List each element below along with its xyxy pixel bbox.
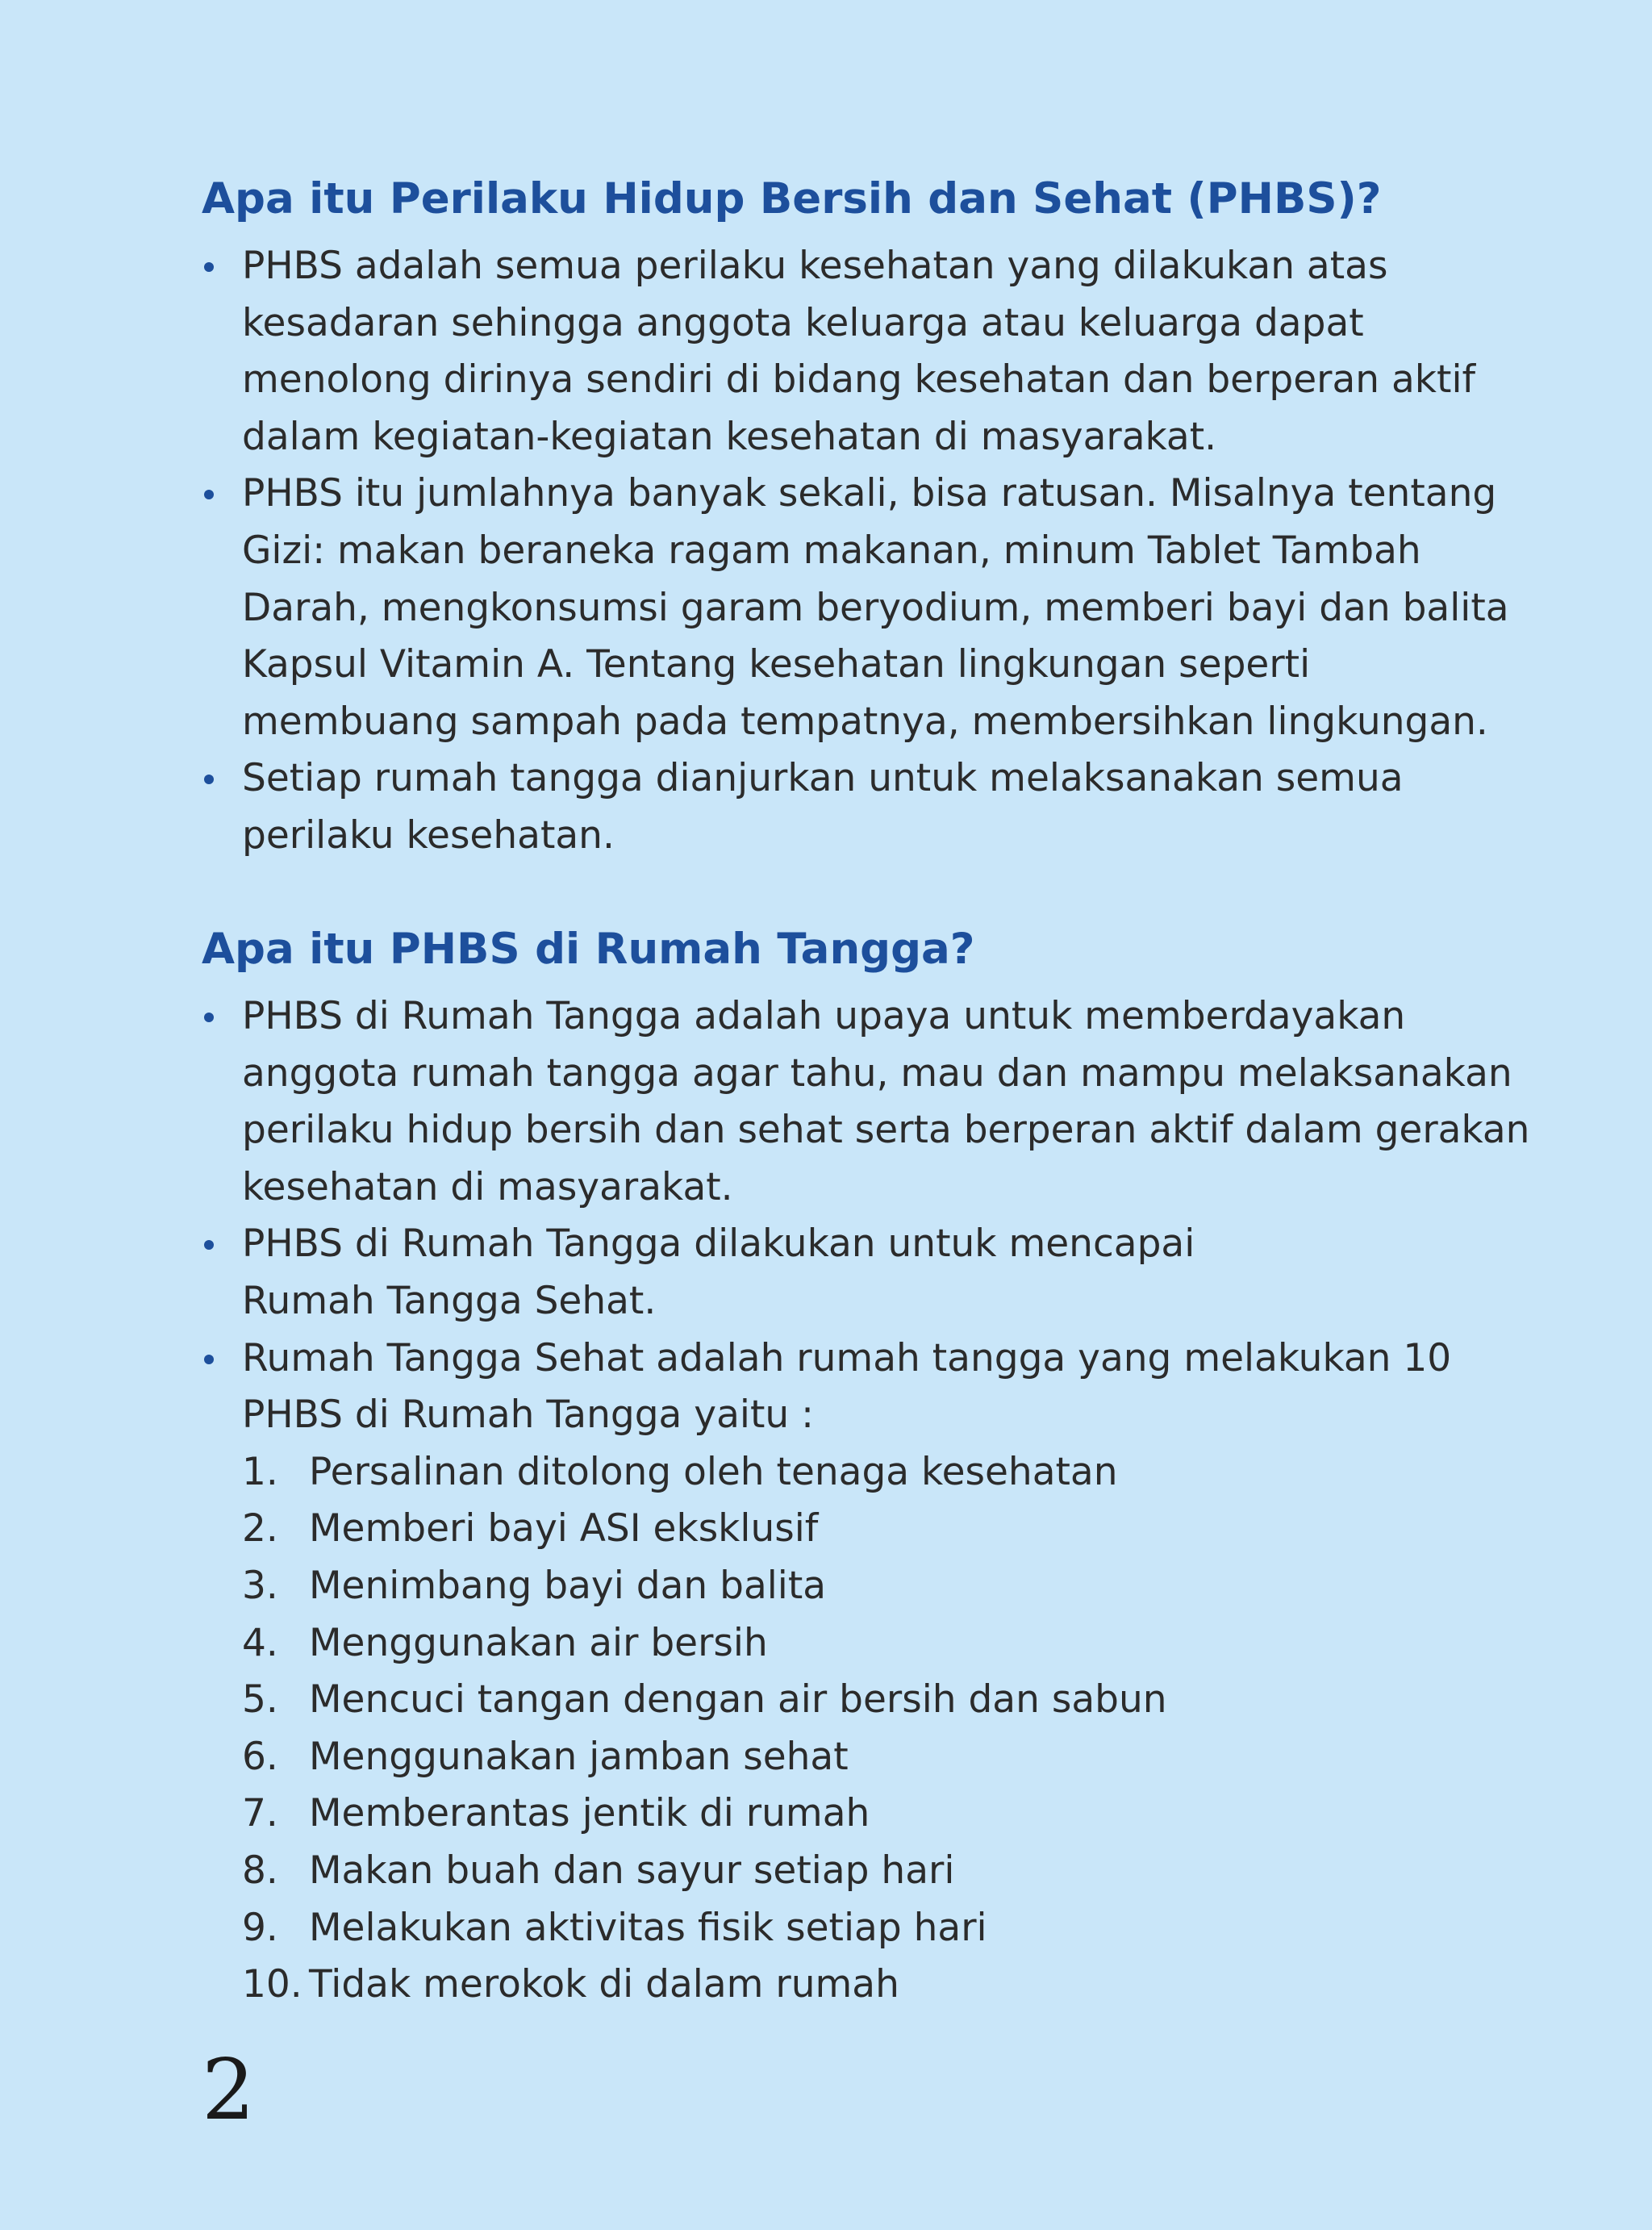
item-number: 2. [242, 1506, 278, 1551]
bullet-list [202, 238, 1509, 865]
bullet-dot-icon [204, 262, 214, 272]
bullet-item [202, 238, 1492, 466]
text-line: PHBS di Rumah Tangga adalah upaya untuk memberdayakan [242, 994, 1406, 1038]
text-line: kesehatan di masyarakat. [242, 1164, 733, 1209]
list-item [242, 1956, 1492, 2014]
item-text: Memberi bayi ASI eksklusif [309, 1506, 819, 1551]
list-item [242, 1785, 1492, 1843]
item-number: 3. [242, 1563, 278, 1608]
section-heading: Apa itu PHBS di Rumah Tangga? [202, 925, 975, 974]
text-line: anggota rumah tangga agar tahu, mau dan mampu melaksanakan [242, 1050, 1512, 1096]
text-line: Kapsul Vitamin A. Tentang kesehatan lingkungan seperti [242, 642, 1311, 687]
item-number: 5. [242, 1677, 278, 1723]
list-item [242, 1501, 1492, 1558]
item-number: 4. [242, 1620, 278, 1665]
text-line: Setiap rumah tangga dianjurkan untuk melaksanakan semua [242, 756, 1404, 801]
list-item [242, 1843, 1492, 1900]
section-what-is-phbs [202, 165, 1509, 865]
item-text: Persalinan ditolong oleh tenaga kesehatan [309, 1449, 1118, 1494]
item-text: Tidak merokok di dalam rumah [309, 1962, 899, 2007]
text-line: Rumah Tangga Sehat. [242, 1278, 657, 1323]
bullet-dot-icon [204, 1355, 214, 1364]
item-text: Menimbang bayi dan balita [309, 1563, 827, 1608]
bullet-dot-icon [204, 490, 214, 499]
item-text: Menggunakan air bersih [309, 1620, 768, 1665]
text-line: perilaku kesehatan. [242, 812, 615, 858]
item-number: 10. [242, 1962, 302, 2007]
list-item [242, 1615, 1492, 1672]
bullet-item [202, 466, 1509, 750]
bullet-dot-icon [204, 1013, 214, 1022]
bullet-item [202, 988, 1530, 1216]
bullet-item [202, 750, 1492, 864]
text-line: dalam kegiatan-kegiatan kesehatan di masyarakat. [242, 414, 1217, 459]
text-line: Darah, mengkonsumsi garam beryodium, memberi bayi dan balita [242, 585, 1509, 630]
text-line: membuang sampah pada tempatnya, membersihkan lingkungan. [242, 699, 1488, 744]
bullet-dot-icon [204, 1240, 214, 1250]
list-item [242, 1672, 1492, 1729]
list-item [242, 1900, 1492, 1957]
text-line: PHBS itu jumlahnya banyak sekali, bisa ratusan. Misalnya tentang [242, 471, 1497, 516]
list-item [242, 1444, 1492, 1501]
item-text: Mencuci tangan dengan air bersih dan sabun [309, 1677, 1167, 1723]
item-text: Melakukan aktivitas fisik setiap hari [309, 1905, 987, 1950]
item-text: Makan buah dan sayur setiap hari [309, 1848, 955, 1893]
bullet-list [202, 988, 1530, 1444]
section-heading: Apa itu Perilaku Hidup Bersih dan Sehat (PHBS)? [202, 174, 1382, 223]
text-line: perilaku hidup bersih dan sehat serta berperan aktif dalam gerakan [242, 1108, 1530, 1153]
text-line: PHBS adalah semua perilaku kesehatan yang dilakukan atas [242, 244, 1388, 288]
item-text: Memberantas jentik di rumah [309, 1791, 870, 1836]
bullet-item [202, 1330, 1492, 1444]
text-line: PHBS di Rumah Tangga dilakukan untuk mencapai [242, 1221, 1195, 1267]
item-number: 6. [242, 1734, 278, 1779]
page-number: 2 [202, 2040, 256, 2139]
numbered-list [202, 1444, 1492, 2014]
section-phbs-household [202, 916, 1530, 2014]
text-line: kesadaran sehingga anggota keluarga atau keluarga dapat [242, 300, 1364, 345]
item-number: 8. [242, 1848, 278, 1893]
list-item [242, 1729, 1492, 1786]
text-line: menolong dirinya sendiri di bidang kesehatan dan berperan aktif [242, 357, 1476, 403]
bullet-dot-icon [204, 775, 214, 784]
item-number: 9. [242, 1905, 278, 1950]
text-line: PHBS di Rumah Tangga yaitu : [242, 1393, 814, 1438]
bullet-item [202, 1216, 1492, 1330]
text-line: Rumah Tangga Sehat adalah rumah tangga yang melakukan 10 [242, 1335, 1452, 1380]
item-number: 7. [242, 1791, 278, 1836]
text-line: Gizi: makan beraneka ragam makanan, minum Tablet Tambah [242, 528, 1421, 573]
item-number: 1. [242, 1449, 278, 1494]
list-item [242, 1558, 1492, 1615]
item-text: Menggunakan jamban sehat [309, 1734, 849, 1779]
